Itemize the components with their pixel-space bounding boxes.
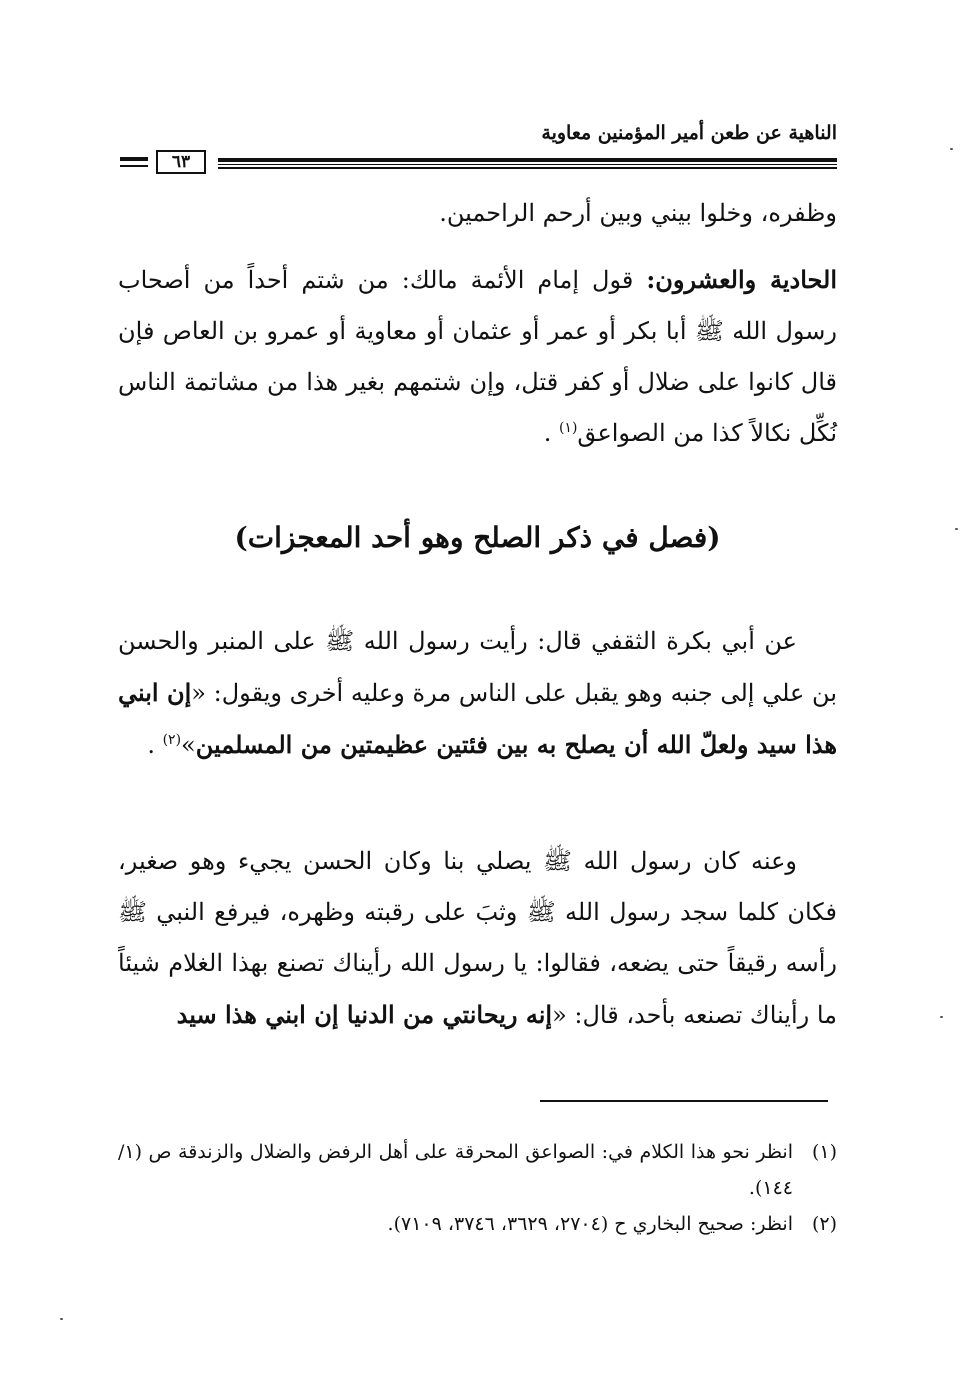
paragraph-lead: الحادية والعشرون: xyxy=(646,265,837,294)
header-rule-short xyxy=(120,157,148,167)
footnote-1 xyxy=(118,1134,837,1206)
footnote-number: (١) xyxy=(811,1141,837,1163)
paragraph-text: وعنه كان رسول الله ﷺ يصلي بنا وكان الحسن يجيء وهو صغير، فكان كلما سجد رسول الله ﷺ وثبَ على رقبته وظهره، فيرفع النبي ﷺ رأسه رقيقاً حتى يضعه، فقالوا: يا رسول الله رأيناك تصنع بهذا الغلام شيئاً ما رأيناك تصنعه بأحد، قال: « xyxy=(118,847,837,1029)
paragraph-wa-anhu xyxy=(118,836,837,1041)
section-heading: (فصل في ذكر الصلح وهو أحد المعجزات) xyxy=(234,521,721,554)
footnote-number: (٢) xyxy=(811,1213,837,1235)
hadith-quote: إنه ريحانتي من الدنيا إن ابني هذا سيد xyxy=(176,1000,553,1029)
footnote-ref-1[interactable]: (١) xyxy=(558,420,578,436)
footnote-ref-2[interactable]: (٢) xyxy=(162,732,182,748)
quote-close: » xyxy=(181,731,196,759)
scan-speck xyxy=(955,528,958,530)
footnote-separator xyxy=(540,1100,828,1102)
hadith-quote: إن ابني هذا سيد ولعلّ الله أن يصلح به بين فئتين عظيمتين من المسلمين xyxy=(118,678,837,759)
footnote-text: انظر نحو هذا الكلام في: الصواعق المحرقة على أهل الرفض والضلال والزندقة ص (١/ ١٤٤). xyxy=(118,1141,793,1199)
footnote-2 xyxy=(118,1206,837,1242)
paragraph-text: قول إمام الأئمة مالك: من شتم أحداً من أصحاب رسول الله ﷺ أبا بكر أو عمر أو عثمان أو معاوية أو عمرو بن العاص فإن قال كانوا على ضلال أو كفر قتل، وإن شتمهم بغير هذا من مشاتمة الناس نُكِّل نكالاً كذا من الصواعق xyxy=(118,266,837,447)
scan-speck xyxy=(940,1016,943,1018)
scan-speck xyxy=(60,1318,63,1320)
header-rule xyxy=(218,158,837,169)
paragraph-continuation: وظفره، وخلوا بيني وبين أرحم الراحمين. xyxy=(439,199,837,227)
paragraph-end: . xyxy=(543,419,559,447)
paragraph-twenty-first xyxy=(118,254,837,459)
running-title: الناهية عن طعن أمير المؤمنين معاوية xyxy=(541,122,837,144)
page-number: ٦٣ xyxy=(156,150,206,174)
paragraph-end: . xyxy=(147,731,163,759)
footnote-text: انظر: صحيح البخاري ح (٢٧٠٤، ٣٦٢٩، ٣٧٤٦، ٧١٠٩). xyxy=(387,1213,793,1235)
footnotes xyxy=(118,1134,837,1242)
paragraph-text: عن أبي بكرة الثقفي قال: رأيت رسول الله ﷺ على المنبر والحسن بن علي إلى جنبه وهو يقبل على الناس مرة وعليه أخرى ويقول: « xyxy=(118,627,837,707)
paragraph-abi-bakra xyxy=(118,616,837,771)
scan-speck xyxy=(950,148,953,150)
